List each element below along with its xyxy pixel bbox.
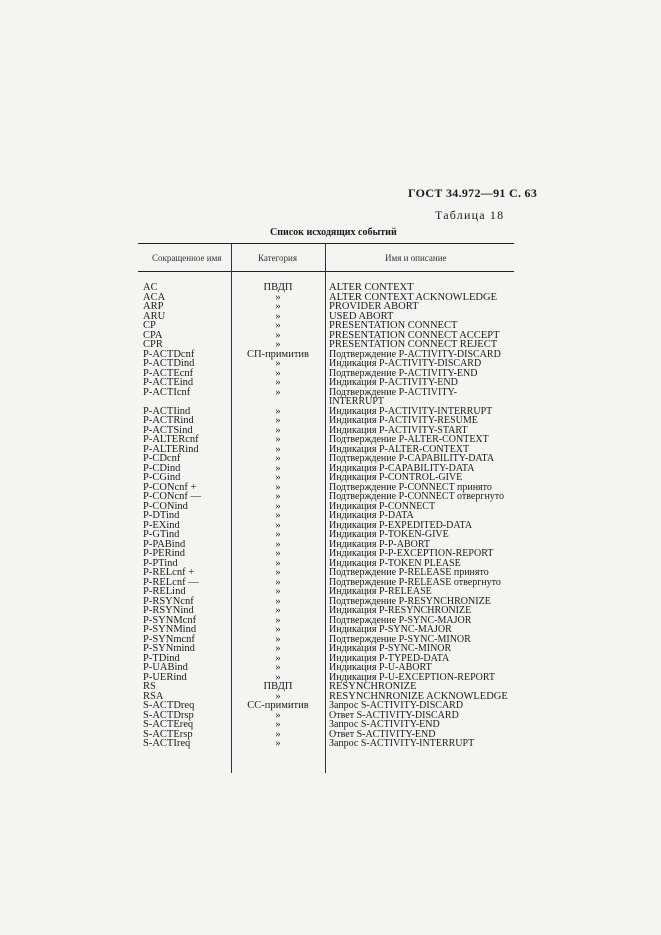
standard-header: ГОСТ 34.972—91 С. 63 xyxy=(408,186,538,200)
event-category: » xyxy=(275,500,281,512)
event-description-line: Подтверждение P-CAPABILITY-DATA xyxy=(329,453,495,464)
event-category: » xyxy=(275,434,281,445)
event-short-name: RSA xyxy=(143,690,164,702)
event-category: » xyxy=(275,576,281,588)
event-description-line: Индикация P-EXPEDITED-DATA xyxy=(329,519,473,531)
event-short-name: P-CDind xyxy=(143,462,181,474)
event-category: » xyxy=(275,405,281,417)
event-description-line: Индикация P-P-EXCEPTION-REPORT xyxy=(329,548,494,559)
event-short-name: P-TDind xyxy=(143,652,180,664)
event-short-name: P-CONind xyxy=(143,500,188,512)
event-category: » xyxy=(275,662,281,673)
event-category: ПВДП xyxy=(263,282,293,293)
table-body xyxy=(0,283,661,749)
event-short-name: P-RELcnf + xyxy=(143,567,195,578)
event-short-name: S-ACTEreq xyxy=(143,719,194,730)
event-short-name: P-CGind xyxy=(143,472,181,483)
event-description-line: PROVIDER ABORT xyxy=(329,301,419,312)
event-description xyxy=(329,739,519,749)
event-category: » xyxy=(275,709,281,721)
event-short-name: P-SYNmind xyxy=(143,643,195,654)
table-number: Таблица 18 xyxy=(435,208,505,222)
event-category: » xyxy=(275,519,281,531)
event-category: » xyxy=(275,728,281,740)
event-category: » xyxy=(275,510,281,521)
event-category: » xyxy=(275,386,281,398)
event-description-line: Индикация P-P-ABORT xyxy=(329,538,431,550)
event-description-line: Индикация P-CONTROL-GIVE xyxy=(329,472,463,483)
event-category: » xyxy=(275,301,281,312)
event-short-name: CP xyxy=(143,320,156,331)
event-short-name: P-CONcnf + xyxy=(143,481,197,493)
event-description-line: Индикация P-ALTER-CONTEXT xyxy=(329,443,470,455)
event-short-name: P-SYNMcnf xyxy=(143,614,197,626)
event-category: » xyxy=(275,643,281,654)
table-top-rule xyxy=(138,243,514,244)
event-short-name: P-SYNMind xyxy=(143,624,197,635)
event-short-name: P-DTind xyxy=(143,510,180,521)
event-short-name: P-ALTERind xyxy=(143,443,199,455)
table-title: Список исходящих событий xyxy=(270,227,397,238)
event-description-line: Индикация P-TOKEN PLEASE xyxy=(329,557,461,569)
event-description-line: Подтверждение P-ALTER-CONTEXT xyxy=(329,434,489,445)
event-description-line: Индикация P-ACTIVITY-INTERRUPT xyxy=(329,405,493,417)
event-description-line: Индикация P-ACTIVITY-RESUME xyxy=(329,415,478,426)
event-short-name: P-RELcnf — xyxy=(143,576,199,588)
event-short-name: P-UABind xyxy=(143,662,188,673)
event-description-line: Подтверждение P-SYNC-MINOR xyxy=(329,633,471,645)
event-description-line: Индикация P-CONNECT xyxy=(329,500,436,512)
event-short-name: P-ALTERcnf xyxy=(143,434,199,445)
event-short-name: P-RSYNcnf xyxy=(143,595,194,607)
event-description-line: PRESENTATION CONNECT ACCEPT xyxy=(329,329,500,341)
event-description-line: Индикация P-U-ABORT xyxy=(329,662,432,673)
event-category: » xyxy=(275,358,281,369)
event-category: » xyxy=(275,310,281,322)
event-description-line: Индикация P-TOKEN-GIVE xyxy=(329,529,449,540)
event-category: » xyxy=(275,633,281,645)
event-category: » xyxy=(275,719,281,730)
event-category: » xyxy=(275,491,281,502)
column-header-category: Категория xyxy=(258,253,297,263)
event-description-line: Ответ S-ACTIVITY-END xyxy=(329,728,436,740)
event-description-line: Запрос S-ACTIVITY-END xyxy=(329,719,440,730)
event-short-name: CPR xyxy=(143,339,163,350)
event-description-line: PRESENTATION CONNECT xyxy=(329,320,458,331)
event-description-line: USED ABORT xyxy=(329,310,394,322)
event-description-line: Индикация P-SYNC-MAJOR xyxy=(329,624,452,635)
event-description-line: Индикация P-U-EXCEPTION-REPORT xyxy=(329,671,496,683)
event-category: » xyxy=(275,690,281,702)
event-category: » xyxy=(275,339,281,350)
event-short-name: ACA xyxy=(143,291,166,303)
event-description-line: INTERRUPT xyxy=(329,396,384,407)
event-short-name: RS xyxy=(143,681,156,692)
event-short-name: S-ACTErsp xyxy=(143,728,193,740)
event-description-line: Индикация P-ACTIVITY-END xyxy=(329,377,458,388)
event-description-line: Подтверждение P-CONNECT отвергнуто xyxy=(329,491,505,502)
event-short-name: P-CDcnf xyxy=(143,453,181,464)
event-description-line: RESYNCHRONIZE xyxy=(329,681,417,692)
event-description-line: Индикация P-DATA xyxy=(329,510,414,521)
event-category: » xyxy=(275,586,281,597)
event-short-name: P-ACTRind xyxy=(143,415,194,426)
event-short-name: P-PTind xyxy=(143,557,178,569)
event-short-name: AC xyxy=(143,282,158,293)
event-category: » xyxy=(275,557,281,569)
event-description-line: Подтверждение P-ACTIVITY- xyxy=(329,386,457,398)
event-category: » xyxy=(275,652,281,664)
event-short-name: P-ACTIcnf xyxy=(143,386,191,398)
event-short-name: P-ACTEcnf xyxy=(143,367,194,379)
event-description-line: Индикация P-RESYNCHRONIZE xyxy=(329,605,472,616)
event-description-line: RESYNCHNRONIZE ACKNOWLEDGE xyxy=(329,690,508,702)
event-description-line: Индикация P-CAPABILITY-DATA xyxy=(329,462,475,474)
event-short-name: P-ACTDcnf xyxy=(143,348,195,360)
event-category: » xyxy=(275,671,281,683)
event-short-name: P-ACTDind xyxy=(143,358,195,369)
event-short-name: P-RELind xyxy=(143,586,186,597)
event-category: СП-примитив xyxy=(246,348,309,360)
event-short-name: S-ACTIreq xyxy=(143,738,191,749)
event-category: » xyxy=(275,472,281,483)
event-category: » xyxy=(275,624,281,635)
event-description-line: Индикация P-TYPED-DATA xyxy=(329,652,450,664)
event-short-name: S-ACTDrsp xyxy=(143,709,194,721)
event-category: СС-примитив xyxy=(247,700,309,711)
event-category: » xyxy=(275,605,281,616)
event-short-name: P-GTind xyxy=(143,529,180,540)
event-description-line: Подтверждение P-ACTIVITY-END xyxy=(329,367,478,379)
event-category: » xyxy=(275,738,281,749)
event-description-line: Индикация P-RELEASE xyxy=(329,586,432,597)
event-category: » xyxy=(275,548,281,559)
event-category: » xyxy=(275,538,281,550)
event-category: » xyxy=(275,567,281,578)
event-category: » xyxy=(275,329,281,341)
event-description-line: Подтверждение P-ACTIVITY-DISCARD xyxy=(329,348,501,360)
event-category: » xyxy=(275,424,281,436)
event-category: » xyxy=(275,595,281,607)
column-header-name: Сокращенное имя xyxy=(152,253,222,263)
event-category: » xyxy=(275,614,281,626)
event-short-name: P-PABind xyxy=(143,538,186,550)
event-short-name: P-RSYNind xyxy=(143,605,194,616)
event-short-name: ARU xyxy=(143,310,166,322)
event-description-line: Подтверждение P-RELEASE принято xyxy=(329,567,489,578)
event-description-line: ALTER CONTEXT ACKNOWLEDGE xyxy=(329,291,497,303)
event-description-line: Запрос S-ACTIVITY-INTERRUPT xyxy=(329,738,475,749)
event-description-line: PRESENTATION CONNECT REJECT xyxy=(329,339,498,350)
event-short-name: P-PERind xyxy=(143,548,186,559)
event-description-line: Индикация P-ACTIVITY-DISCARD xyxy=(329,358,482,369)
event-short-name: P-ACTEind xyxy=(143,377,194,388)
event-category: » xyxy=(275,529,281,540)
event-short-name: P-UERind xyxy=(143,671,187,683)
event-category: » xyxy=(275,320,281,331)
table-header-rule xyxy=(138,271,514,272)
table-row xyxy=(0,388,661,407)
event-description-line: Индикация P-ACTIVITY-START xyxy=(329,424,468,436)
column-header-description: Имя и описание xyxy=(385,253,447,263)
event-category: » xyxy=(275,291,281,303)
event-category: » xyxy=(275,462,281,474)
table-row xyxy=(0,739,661,749)
event-short-name: ARP xyxy=(143,301,164,312)
event-description-line: Подтверждение P-SYNC-MAJOR xyxy=(329,614,472,626)
event-description-line: Ответ S-ACTIVITY-DISCARD xyxy=(329,709,459,721)
event-category: » xyxy=(275,453,281,464)
event-description-line: Подтверждение P-RELEASE отвергнуто xyxy=(329,576,501,588)
event-short-name: P-EXind xyxy=(143,519,180,531)
event-category: » xyxy=(275,443,281,455)
event-category: » xyxy=(275,377,281,388)
event-short-name: S-ACTDreq xyxy=(143,700,195,711)
event-category: » xyxy=(275,367,281,379)
event-short-name: P-CONcnf — xyxy=(143,491,202,502)
event-short-name: P-ACTSind xyxy=(143,424,193,436)
event-description-line: Подтверждение P-RESYNCHRONIZE xyxy=(329,595,491,607)
event-short-name: P-SYNmcnf xyxy=(143,633,195,645)
event-description-line: Подтверждение P-CONNECT принято xyxy=(329,481,492,493)
event-category: » xyxy=(275,415,281,426)
event-description xyxy=(329,388,519,407)
event-description-line: Индикация P-SYNC-MINOR xyxy=(329,643,452,654)
event-description-line: Запрос S-ACTIVITY-DISCARD xyxy=(329,700,464,711)
event-category: ПВДП xyxy=(263,681,293,692)
event-short-name: P-ACTIind xyxy=(143,405,191,417)
event-description-line: ALTER CONTEXT xyxy=(329,282,414,293)
event-short-name: CPA xyxy=(143,329,163,341)
event-category: » xyxy=(275,481,281,493)
